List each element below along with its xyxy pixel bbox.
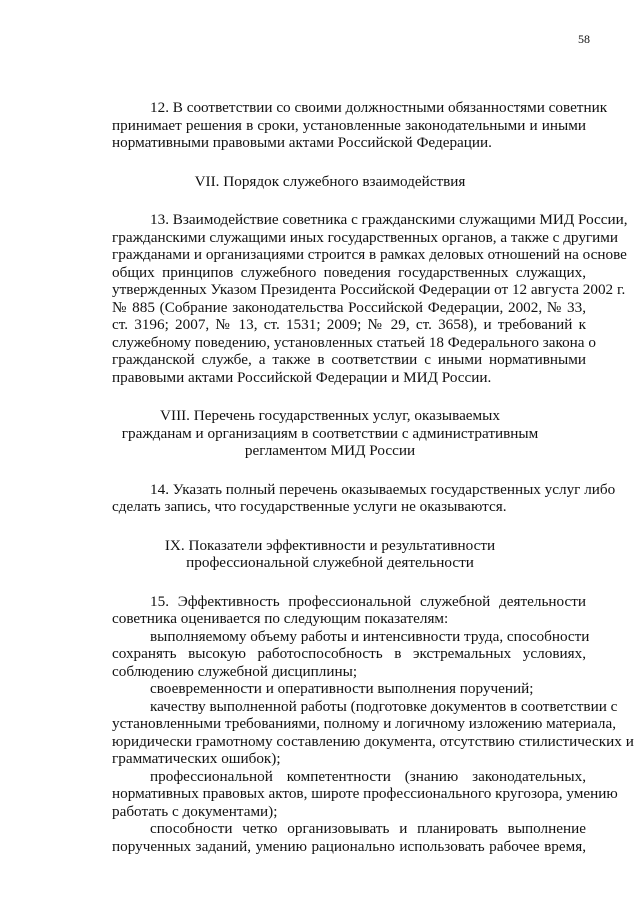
text-line: сохранять высокую работоспособность в экстремальных условиях, [112,645,586,662]
text-line: качеству выполненной работы (подготовке документов в соответствии с [150,697,618,715]
text-line: ст. 3196; 2007, № 13, ст. 1531; 2009; № 29, ст. 3658), и требований к [112,316,586,333]
text-line: гражданами и организациями строится в рамках деловых отношений на основе [112,246,627,263]
heading-line: VII. Порядок служебного взаимодействия [194,172,466,190]
text-line: 14. Указать полный перечень оказываемых государственных услуг либо [150,480,616,498]
text-line: правовыми актами Российской Федерации и МИД России. [112,368,492,386]
heading-line: гражданам и организациям в соответствии с административным [121,424,539,442]
text-line: выполняемому объему работы и интенсивности труда, способности [150,627,590,645]
text-line: нормативных правовых актов, широте профессионального кругозора, умению [112,785,618,802]
paragraph-13 [74,211,628,386]
criteria-item-workload [74,627,590,681]
text-line: советника оценивается по следующим показателям: [112,610,449,627]
page-number: 58 [578,32,590,46]
text-line: сделать запись, что государственные услуги не оказываются. [112,498,507,515]
text-line: 15. Эффективность профессиональной служебной деятельности [150,592,586,610]
text-line: 13. Взаимодействие советника с гражданскими служащими МИД России, [150,211,628,228]
criteria-item-competence [74,767,618,821]
text-line: порученных заданий, умению рационально использовать рабочее время, [112,837,586,855]
text-line: установленными требованиями, полному и логичному изложению материала, [112,715,617,732]
section-heading-vii [74,173,586,191]
text-line: соблюдению служебной дисциплины; [112,662,358,680]
heading-line: VIII. Перечень государственных услуг, оказываемых [160,407,500,424]
section-heading-ix [74,537,586,572]
text-line: принимает решения в сроки, установленные законодательными и иными [112,116,586,134]
text-line: нормативными правовыми актами Российской Федерации. [112,134,492,151]
heading-line: профессиональной служебной деятельности [186,554,474,571]
text-line: своевременности и оперативности выполнения поручений; [150,680,534,697]
text-line: грамматических ошибок); [112,750,281,767]
criteria-item-quality [74,697,634,768]
page-content [74,99,634,855]
criteria-item-organization [74,820,586,855]
paragraph-14 [74,480,616,516]
criteria-item-timeliness [74,680,586,698]
paragraph-15 [74,593,586,628]
text-line: № 885 (Собрание законодательства Российской Федерации, 2002, № 33, [112,298,586,316]
text-line: работать с документами); [112,802,278,820]
text-line: гражданской службе, а также в соответствии с иными нормативными [112,351,586,368]
text-line: гражданскими служащими иных государственных органов, а также с другими [112,228,619,246]
text-line: профессиональной компетентности (знанию законодательных, [150,767,586,785]
heading-line: регламентом МИД России [244,442,416,459]
text-line: 12. В соответствии со своими должностными обязанностями советник [150,99,608,116]
heading-line: IX. Показатели эффективности и результативности [164,536,496,554]
text-line: юридически грамотному составлению документа, отсутствию стилистических и [112,732,634,750]
section-heading-viii [74,407,586,460]
text-line: способности четко организовывать и планировать выполнение [150,820,586,837]
text-line: утвержденных Указом Президента Российской Федерации от 12 августа 2002 г. [112,281,626,298]
text-line: общих принципов служебного поведения государственных служащих, [112,263,586,281]
paragraph-12 [74,99,608,152]
text-line: служебному поведению, установленных статьей 18 Федерального закона о [112,333,596,351]
